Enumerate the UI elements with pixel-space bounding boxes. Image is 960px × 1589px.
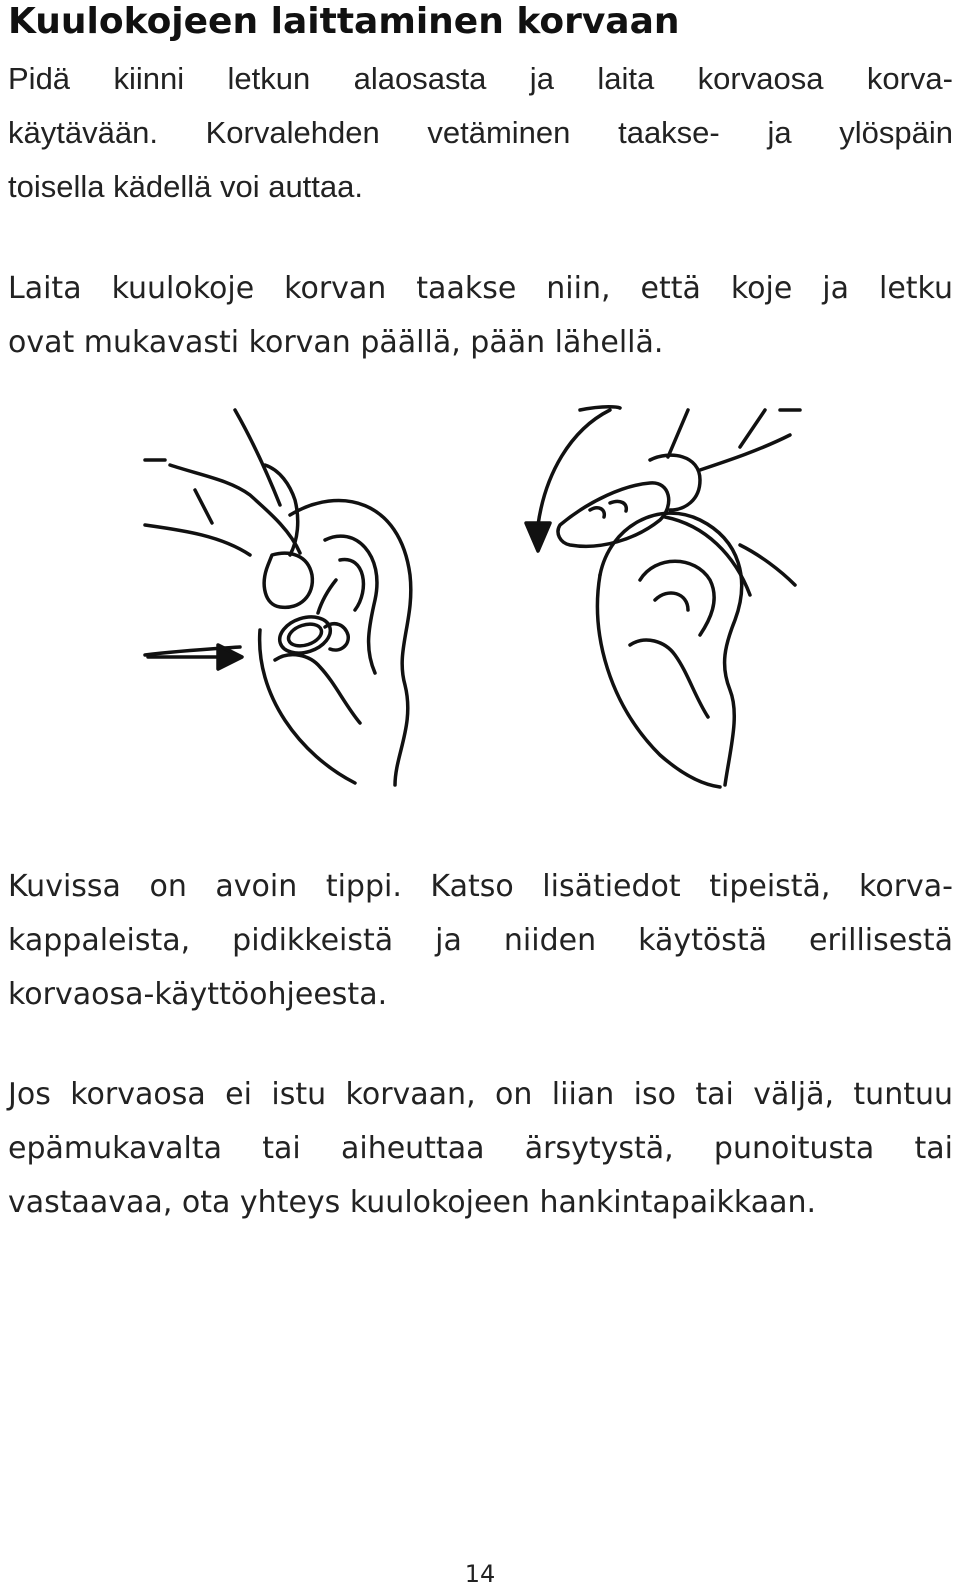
page-number: 14: [464, 1560, 496, 1588]
ear-place-device-behind-ear-illustration: [558, 407, 800, 787]
text-line: toisella kädellä voi auttaa.: [8, 169, 364, 204]
paragraph-place-device: [8, 262, 953, 370]
text-line: käytävään. Korvalehden vetäminen taakse- ja ylöspäin: [8, 115, 953, 150]
ear-illustration: [140, 405, 820, 795]
paragraph-fit-problems: [8, 1068, 953, 1230]
paragraph-insert-earpiece: [8, 52, 953, 214]
text-line: ovat mukavasti korvan päällä, pään lähellä.: [8, 325, 664, 360]
arrow-curved-down-icon: [526, 410, 610, 551]
text-line: Laita kuulokoje korvan taakse niin, että koje ja letku: [8, 271, 953, 306]
text-line: Jos korvaosa ei istu korvaan, on liian iso tai väljä, tuntuu: [8, 1077, 953, 1112]
text-line: Kuvissa on avoin tippi. Katso lisätiedot tipeistä, korva-: [8, 869, 953, 904]
text-line: Pidä kiinni letkun alaosasta ja laita korvaosa korva-: [8, 61, 953, 96]
text-line: kappaleista, pidikkeistä ja niiden käytöstä erillisestä: [8, 923, 953, 958]
page-heading: Kuulokojeen laittaminen korvaan: [8, 1, 680, 42]
text-line: vastaavaa, ota yhteys kuulokojeen hankintapaikkaan.: [8, 1185, 817, 1220]
text-line: korvaosa-käyttöohjeesta.: [8, 977, 388, 1012]
text-line: epämukavalta tai aiheuttaa ärsytystä, punoitusta tai: [8, 1131, 953, 1166]
paragraph-eartip-info: [8, 860, 953, 1022]
ear-insert-eartip-illustration: [145, 410, 411, 785]
